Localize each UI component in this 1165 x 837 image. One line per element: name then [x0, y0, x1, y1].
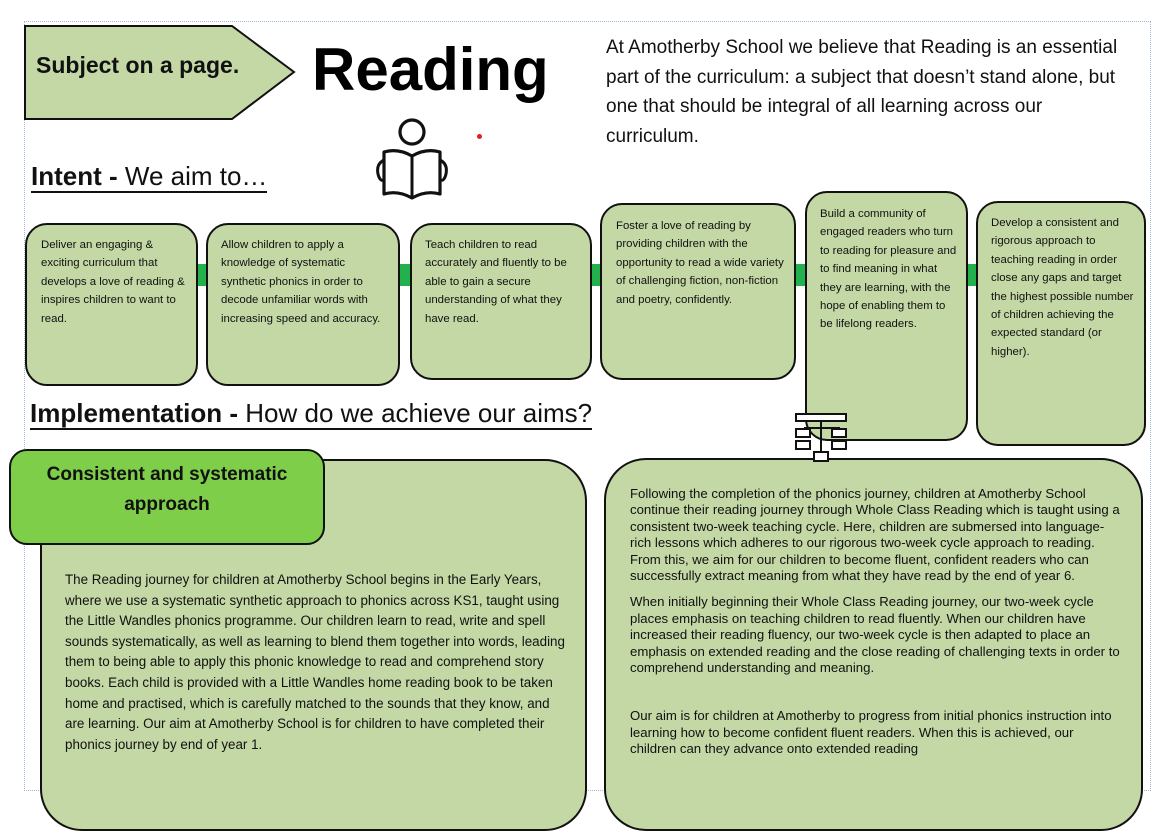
intent-heading-rest: We aim to…	[124, 161, 268, 191]
intro-paragraph: At Amotherby School we believe that Reading is an essential part of the curriculum: a subject that doesn’t stand alone, but one that should be integral of all learning across our curriculum.	[606, 37, 1118, 147]
aim-card-3	[410, 223, 592, 380]
paragraph: Our aim is for children at Amotherby to progress from initial phonics instruction into learning how to become confident fluent readers. When this is achieved, our children can they advance onto extended reading	[630, 708, 1112, 757]
whole-class-reading-text	[630, 486, 1120, 768]
approach-tab: Consistent and systematic approach	[9, 449, 325, 545]
aim-text: Develop a consistent and rigorous approach to teaching reading in order close any gaps and target the highest possible number of children achieving the expected standard (or higher).	[991, 217, 1134, 358]
implementation-heading	[30, 399, 592, 430]
aim-card-5	[805, 191, 968, 441]
hierarchy-diagram-icon	[794, 412, 850, 464]
phonics-journey-text: The Reading journey for children at Amotherby School begins in the Early Years, where we use a systematic synthetic approach to phonics across KS1, taught using the Little Wandles phonics programme. Our children learn to read, write and spell sounds systematically, as well as learning to blend them together into words, leading them to being able to apply this phonic knowledge to read and comprehend story books. Each child is provided with a Little Wandles home reading book to be taken home and practised, which is carefully matched to the sounds that they know, and are learning. Our aim at Amotherby School is for children to have completed their phonics journey by end of year 1.	[65, 572, 565, 752]
aim-text: Deliver an engaging & exciting curriculum that develops a love of reading & inspires children to want to read.	[41, 239, 185, 325]
page-title: Reading	[312, 36, 549, 103]
red-dot-mark	[477, 134, 482, 139]
aim-text: Foster a love of reading by providing children with the opportunity to read a wide variety of challenging fiction, non-fiction and poetry, confidently.	[616, 220, 784, 306]
person-reading-book-icon	[372, 118, 452, 200]
page-guide-left	[24, 21, 25, 791]
paragraph: When initially beginning their Whole Class Reading journey, our two-week cycle places emphasis on teaching children to read fluently. When our children have increased their reading fluency, our two-week cycle is then adapted to place an emphasis on extended reading and the close reading of challenging texts in order to comprehend understanding and meaning.	[630, 594, 1120, 676]
page-guide-top	[24, 21, 1151, 22]
intent-heading-bold: Intent -	[31, 161, 125, 191]
aim-card-4	[600, 203, 796, 380]
intent-heading	[31, 162, 267, 193]
aim-text: Teach children to read accurately and fluently to be able to gain a secure understanding of what they have read.	[425, 239, 567, 325]
paragraph: Following the completion of the phonics journey, children at Amotherby School continue their reading journey through Whole Class Reading which is taught using a consistent two-week teaching cycle. Here, children are submersed into language-rich lessons which adheres to our rigorous two-week cycle approach to reading. From this, we aim for our children to become fluent, confident readers who can successfully extract meaning from what they have read by the end of year 6.	[630, 486, 1120, 584]
aim-card-2	[206, 223, 400, 386]
implementation-heading-bold: Implementation -	[30, 398, 246, 428]
aim-card-6	[976, 201, 1146, 446]
aim-card-1	[25, 223, 198, 386]
aim-text: Build a community of engaged readers who turn to reading for pleasure and to find meaning in what they are learning, with the hope of enabling them to be lifelong readers.	[820, 208, 957, 331]
implementation-heading-rest: How do we achieve our aims?	[245, 398, 593, 428]
subject-banner-label: Subject on a page.	[36, 52, 240, 78]
aim-text: Allow children to apply a knowledge of systematic synthetic phonics in order to decode unfamiliar words with increasing speed and accuracy.	[221, 239, 381, 325]
page-guide-right	[1150, 21, 1151, 791]
